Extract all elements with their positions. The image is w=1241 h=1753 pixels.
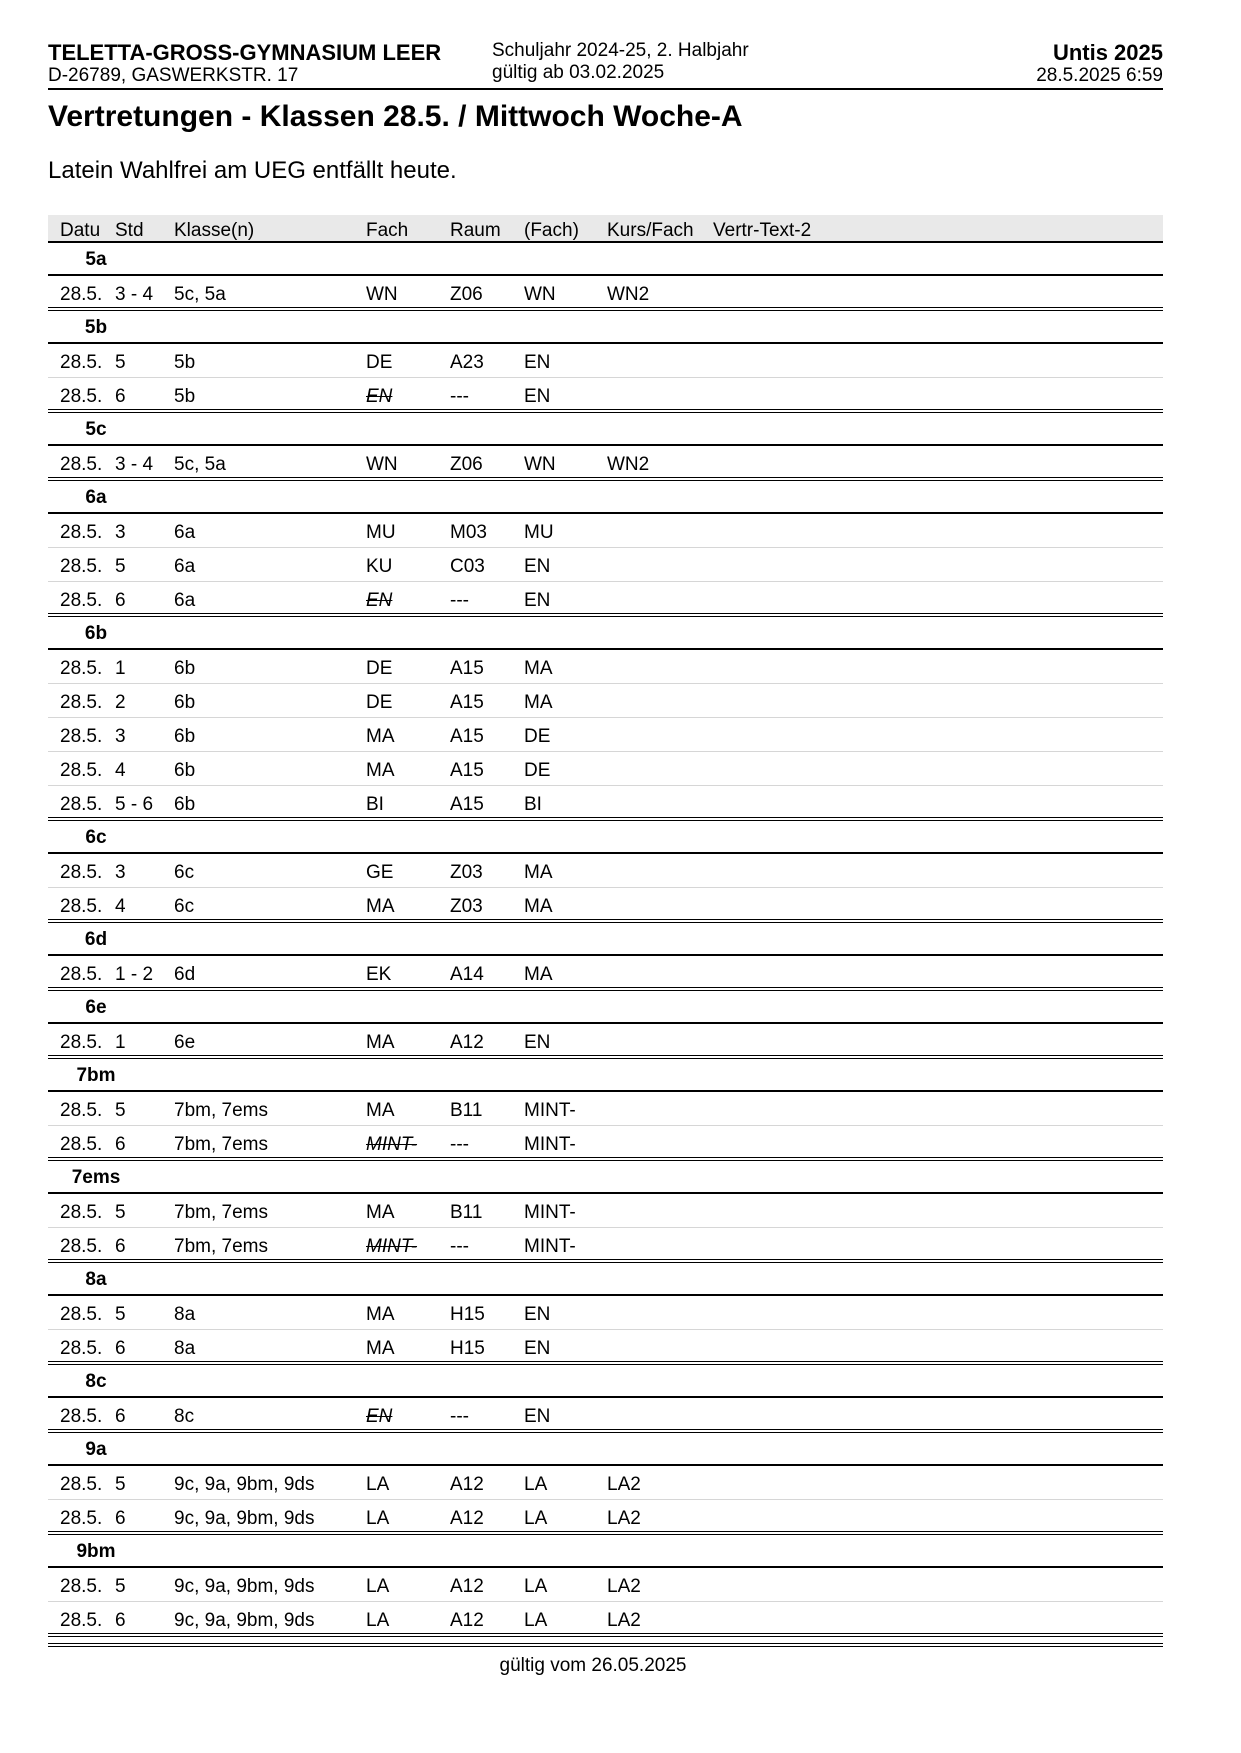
cell-klassen: 6c bbox=[174, 896, 195, 917]
table-row bbox=[48, 548, 1163, 582]
cell-fach: EN bbox=[366, 1406, 393, 1427]
school-year: Schuljahr 2024-25, 2. Halbjahr bbox=[492, 40, 749, 61]
cell-std: 6 bbox=[115, 386, 126, 407]
cell-kurs: LA2 bbox=[607, 1508, 641, 1529]
table-row bbox=[48, 1092, 1163, 1126]
cell-kurs: LA2 bbox=[607, 1610, 641, 1631]
cell-date: 28.5. bbox=[60, 454, 103, 475]
cell-std: 6 bbox=[115, 1236, 126, 1257]
class-group-header bbox=[48, 413, 1163, 446]
cell-date: 28.5. bbox=[60, 556, 103, 577]
cell-date: 28.5. bbox=[60, 862, 103, 883]
table-row bbox=[48, 1398, 1163, 1433]
table-row bbox=[48, 684, 1163, 718]
table-header bbox=[48, 215, 1163, 243]
valid-from: gültig ab 03.02.2025 bbox=[492, 61, 665, 83]
class-group-label: 9bm bbox=[76, 1541, 116, 1562]
cell-raum: --- bbox=[450, 386, 469, 407]
class-group-header bbox=[48, 821, 1163, 854]
cell-std: 5 bbox=[115, 1576, 126, 1597]
cell-date: 28.5. bbox=[60, 284, 103, 305]
col-vertr-text: Vertr-Text-2 bbox=[713, 220, 812, 241]
cell-date: 28.5. bbox=[60, 386, 103, 407]
class-group-label: 7bm bbox=[76, 1065, 116, 1086]
cell-std: 6 bbox=[115, 1508, 126, 1529]
table-row bbox=[48, 1126, 1163, 1161]
table-body bbox=[48, 243, 1163, 1637]
cell-klassen: 7bm, 7ems bbox=[174, 1236, 268, 1257]
class-group-label: 5b bbox=[84, 317, 108, 338]
cell-fach: BI bbox=[366, 794, 384, 815]
cell-date: 28.5. bbox=[60, 1610, 103, 1631]
cell-std: 3 - 4 bbox=[115, 284, 154, 305]
cell-orig-fach: MU bbox=[524, 522, 554, 543]
cell-klassen: 9c, 9a, 9bm, 9ds bbox=[174, 1474, 315, 1495]
cell-std: 5 bbox=[115, 1474, 126, 1495]
cell-std: 3 bbox=[115, 862, 126, 883]
cell-klassen: 6e bbox=[174, 1032, 196, 1053]
cell-kurs: LA2 bbox=[607, 1576, 641, 1597]
cell-raum: B11 bbox=[450, 1100, 483, 1121]
cell-raum: Z06 bbox=[450, 454, 483, 475]
col-datum: Datu bbox=[60, 220, 101, 241]
cell-std: 6 bbox=[115, 1610, 126, 1631]
cell-raum: A15 bbox=[450, 760, 484, 781]
software-block bbox=[1036, 40, 1163, 87]
cell-klassen: 6b bbox=[174, 760, 196, 781]
cell-date: 28.5. bbox=[60, 1236, 103, 1257]
cell-fach: EK bbox=[366, 964, 392, 985]
table-row bbox=[48, 1296, 1163, 1330]
cell-orig-fach: MINT- bbox=[524, 1236, 576, 1257]
table-row bbox=[48, 786, 1163, 821]
class-group-label: 6d bbox=[84, 929, 108, 950]
cell-fach: MA bbox=[366, 1202, 395, 1223]
cell-raum: A14 bbox=[450, 964, 484, 985]
cell-kurs: WN2 bbox=[607, 454, 650, 475]
cell-std: 1 bbox=[115, 658, 126, 679]
class-group-header bbox=[48, 481, 1163, 514]
table-row bbox=[48, 1466, 1163, 1500]
table-row bbox=[48, 956, 1163, 991]
cell-orig-fach: MINT- bbox=[524, 1100, 576, 1121]
cell-klassen: 5c, 5a bbox=[174, 454, 226, 475]
cell-date: 28.5. bbox=[60, 1304, 103, 1325]
cell-std: 5 - 6 bbox=[115, 794, 154, 815]
cell-std: 2 bbox=[115, 692, 126, 713]
cell-orig-fach: MA bbox=[524, 658, 553, 679]
cell-orig-fach: MINT- bbox=[524, 1134, 576, 1155]
cell-date: 28.5. bbox=[60, 590, 103, 611]
table-row bbox=[48, 582, 1163, 617]
cell-date: 28.5. bbox=[60, 1032, 103, 1053]
cell-fach: LA bbox=[366, 1576, 390, 1597]
cell-klassen: 6c bbox=[174, 862, 195, 883]
table-row bbox=[48, 276, 1163, 311]
cell-klassen: 7bm, 7ems bbox=[174, 1134, 268, 1155]
cell-orig-fach: LA bbox=[524, 1610, 548, 1631]
class-group-label: 6a bbox=[85, 487, 107, 508]
cell-raum: --- bbox=[450, 1406, 469, 1427]
substitution-table bbox=[48, 215, 1163, 1637]
cell-fach: LA bbox=[366, 1610, 390, 1631]
footer-validity: gültig vom 26.05.2025 bbox=[499, 1655, 687, 1676]
cell-raum: A15 bbox=[450, 692, 484, 713]
table-end-divider bbox=[48, 1643, 1163, 1647]
table-row bbox=[48, 514, 1163, 548]
cell-raum: A15 bbox=[450, 726, 484, 747]
cell-orig-fach: EN bbox=[524, 1338, 551, 1359]
cell-std: 5 bbox=[115, 1100, 126, 1121]
cell-fach: DE bbox=[366, 692, 393, 713]
school-name: TELETTA-GROSS-GYMNASIUM LEER bbox=[48, 40, 442, 65]
cell-orig-fach: MA bbox=[524, 896, 553, 917]
class-group-header bbox=[48, 243, 1163, 276]
class-group-label: 5c bbox=[85, 419, 107, 440]
table-row bbox=[48, 344, 1163, 378]
class-group-label: 5a bbox=[85, 249, 107, 270]
class-group-label: 8c bbox=[85, 1371, 107, 1392]
cell-orig-fach: BI bbox=[524, 794, 542, 815]
cell-std: 4 bbox=[115, 896, 126, 917]
cell-std: 5 bbox=[115, 556, 126, 577]
cell-date: 28.5. bbox=[60, 1100, 103, 1121]
software-name: Untis 2025 bbox=[1052, 40, 1163, 65]
cell-klassen: 7bm, 7ems bbox=[174, 1100, 268, 1121]
cell-std: 1 - 2 bbox=[115, 964, 154, 985]
cell-std: 5 bbox=[115, 1304, 126, 1325]
table-row bbox=[48, 1330, 1163, 1365]
print-timestamp: 28.5.2025 6:59 bbox=[1036, 65, 1163, 87]
header-divider bbox=[48, 88, 1163, 90]
cell-date: 28.5. bbox=[60, 794, 103, 815]
cell-klassen: 6b bbox=[174, 692, 196, 713]
cell-fach: MA bbox=[366, 896, 395, 917]
cell-std: 4 bbox=[115, 760, 126, 781]
cell-orig-fach: WN bbox=[524, 284, 556, 305]
school-block bbox=[48, 40, 441, 87]
table-row bbox=[48, 446, 1163, 481]
cell-orig-fach: WN bbox=[524, 454, 556, 475]
cell-klassen: 6d bbox=[174, 964, 196, 985]
cell-date: 28.5. bbox=[60, 352, 103, 373]
class-group-header bbox=[48, 1161, 1163, 1194]
cell-std: 6 bbox=[115, 1406, 126, 1427]
cell-raum: Z03 bbox=[450, 896, 483, 917]
class-group-label: 7ems bbox=[71, 1167, 121, 1188]
cell-date: 28.5. bbox=[60, 760, 103, 781]
cell-date: 28.5. bbox=[60, 1338, 103, 1359]
table-row bbox=[48, 650, 1163, 684]
cell-fach: MA bbox=[366, 760, 395, 781]
cell-std: 6 bbox=[115, 1134, 126, 1155]
cell-fach: MINT- bbox=[366, 1134, 418, 1155]
cell-raum: A15 bbox=[450, 794, 484, 815]
cell-std: 6 bbox=[115, 590, 126, 611]
col-klassen: Klasse(n) bbox=[174, 220, 255, 241]
cell-date: 28.5. bbox=[60, 1508, 103, 1529]
cell-raum: A12 bbox=[450, 1576, 484, 1597]
cell-orig-fach: LA bbox=[524, 1576, 548, 1597]
cell-fach: MU bbox=[366, 522, 396, 543]
cell-fach: MA bbox=[366, 1100, 395, 1121]
cell-klassen: 6a bbox=[174, 522, 196, 543]
cell-raum: --- bbox=[450, 1236, 469, 1257]
cell-fach: EN bbox=[366, 386, 393, 407]
cell-klassen: 5b bbox=[174, 352, 196, 373]
cell-klassen: 5c, 5a bbox=[174, 284, 226, 305]
cell-raum: H15 bbox=[450, 1338, 485, 1359]
table-row bbox=[48, 752, 1163, 786]
class-group-header bbox=[48, 617, 1163, 650]
cell-klassen: 5b bbox=[174, 386, 196, 407]
cell-orig-fach: MA bbox=[524, 862, 553, 883]
cell-orig-fach: EN bbox=[524, 556, 551, 577]
cell-fach: WN bbox=[366, 284, 398, 305]
cell-date: 28.5. bbox=[60, 1202, 103, 1223]
cell-klassen: 8a bbox=[174, 1304, 196, 1325]
class-group-header bbox=[48, 1263, 1163, 1296]
cell-std: 6 bbox=[115, 1338, 126, 1359]
cell-fach: WN bbox=[366, 454, 398, 475]
cell-date: 28.5. bbox=[60, 1474, 103, 1495]
cell-raum: C03 bbox=[450, 556, 485, 577]
cell-raum: A12 bbox=[450, 1032, 484, 1053]
class-group-label: 6b bbox=[84, 623, 108, 644]
table-row bbox=[48, 854, 1163, 888]
cell-klassen: 9c, 9a, 9bm, 9ds bbox=[174, 1508, 315, 1529]
cell-orig-fach: EN bbox=[524, 386, 551, 407]
table-row bbox=[48, 1228, 1163, 1263]
cell-fach: KU bbox=[366, 556, 393, 577]
class-group-label: 6c bbox=[85, 827, 107, 848]
cell-klassen: 9c, 9a, 9bm, 9ds bbox=[174, 1576, 315, 1597]
class-group-header bbox=[48, 1365, 1163, 1398]
cell-std: 3 bbox=[115, 726, 126, 747]
cell-fach: EN bbox=[366, 590, 393, 611]
cell-date: 28.5. bbox=[60, 1406, 103, 1427]
cell-klassen: 6a bbox=[174, 556, 196, 577]
table-row bbox=[48, 1194, 1163, 1228]
class-group-header bbox=[48, 1535, 1163, 1568]
cell-klassen: 8a bbox=[174, 1338, 196, 1359]
cell-raum: Z06 bbox=[450, 284, 483, 305]
cell-date: 28.5. bbox=[60, 692, 103, 713]
cell-date: 28.5. bbox=[60, 964, 103, 985]
cell-klassen: 7bm, 7ems bbox=[174, 1202, 268, 1223]
table-row bbox=[48, 718, 1163, 752]
school-address: D-26789, GASWERKSTR. 17 bbox=[48, 65, 299, 87]
cell-klassen: 6b bbox=[174, 658, 196, 679]
cell-klassen: 9c, 9a, 9bm, 9ds bbox=[174, 1610, 315, 1631]
class-group-header bbox=[48, 1059, 1163, 1092]
table-row bbox=[48, 888, 1163, 923]
cell-date: 28.5. bbox=[60, 1576, 103, 1597]
cell-fach: MA bbox=[366, 1032, 395, 1053]
cell-klassen: 6a bbox=[174, 590, 196, 611]
cell-orig-fach: LA bbox=[524, 1508, 548, 1529]
cell-orig-fach: EN bbox=[524, 590, 551, 611]
cell-std: 1 bbox=[115, 1032, 126, 1053]
table-row bbox=[48, 378, 1163, 413]
notice-text: Latein Wahlfrei am UEG entfällt heute. bbox=[48, 157, 457, 184]
term-block bbox=[492, 40, 749, 84]
cell-raum: Z03 bbox=[450, 862, 483, 883]
cell-fach: MA bbox=[366, 1304, 395, 1325]
cell-klassen: 8c bbox=[174, 1406, 195, 1427]
class-group-header bbox=[48, 923, 1163, 956]
cell-orig-fach: MA bbox=[524, 692, 553, 713]
cell-fach: DE bbox=[366, 352, 393, 373]
cell-date: 28.5. bbox=[60, 522, 103, 543]
cell-kurs: WN2 bbox=[607, 284, 650, 305]
cell-std: 5 bbox=[115, 1202, 126, 1223]
cell-orig-fach: EN bbox=[524, 352, 551, 373]
table-row bbox=[48, 1024, 1163, 1059]
cell-raum: A23 bbox=[450, 352, 484, 373]
table-row bbox=[48, 1500, 1163, 1535]
cell-date: 28.5. bbox=[60, 658, 103, 679]
class-group-header bbox=[48, 1433, 1163, 1466]
cell-raum: A12 bbox=[450, 1474, 484, 1495]
cell-raum: B11 bbox=[450, 1202, 483, 1223]
cell-std: 5 bbox=[115, 352, 126, 373]
cell-std: 3 bbox=[115, 522, 126, 543]
cell-raum: --- bbox=[450, 1134, 469, 1155]
cell-raum: --- bbox=[450, 590, 469, 611]
table-row bbox=[48, 1568, 1163, 1602]
cell-fach: GE bbox=[366, 862, 394, 883]
cell-fach: MA bbox=[366, 1338, 395, 1359]
cell-fach: LA bbox=[366, 1508, 390, 1529]
cell-orig-fach: MINT- bbox=[524, 1202, 576, 1223]
cell-orig-fach: DE bbox=[524, 760, 551, 781]
cell-raum: M03 bbox=[450, 522, 487, 543]
cell-kurs: LA2 bbox=[607, 1474, 641, 1495]
cell-klassen: 6b bbox=[174, 794, 196, 815]
table-row bbox=[48, 1602, 1163, 1637]
class-group-header bbox=[48, 991, 1163, 1024]
cell-klassen: 6b bbox=[174, 726, 196, 747]
col-kurs: Kurs/Fach bbox=[607, 220, 694, 241]
col-fach: Fach bbox=[366, 220, 409, 241]
cell-orig-fach: EN bbox=[524, 1304, 551, 1325]
col-orig-fach: (Fach) bbox=[524, 220, 579, 241]
col-raum: Raum bbox=[450, 220, 501, 241]
cell-fach: MA bbox=[366, 726, 395, 747]
cell-orig-fach: LA bbox=[524, 1474, 548, 1495]
cell-raum: H15 bbox=[450, 1304, 485, 1325]
cell-raum: A15 bbox=[450, 658, 484, 679]
cell-date: 28.5. bbox=[60, 1134, 103, 1155]
cell-fach: DE bbox=[366, 658, 393, 679]
class-group-label: 8a bbox=[85, 1269, 107, 1290]
class-group-header bbox=[48, 311, 1163, 344]
cell-raum: A12 bbox=[450, 1610, 484, 1631]
cell-date: 28.5. bbox=[60, 726, 103, 747]
cell-fach: MINT- bbox=[366, 1236, 418, 1257]
cell-orig-fach: DE bbox=[524, 726, 551, 747]
cell-orig-fach: MA bbox=[524, 964, 553, 985]
cell-date: 28.5. bbox=[60, 896, 103, 917]
page-title: Vertretungen - Klassen 28.5. / Mittwoch Woche-A bbox=[48, 100, 743, 133]
col-std: Std bbox=[115, 220, 144, 241]
class-group-label: 6e bbox=[85, 997, 107, 1018]
cell-raum: A12 bbox=[450, 1508, 484, 1529]
class-group-label: 9a bbox=[85, 1439, 107, 1460]
cell-orig-fach: EN bbox=[524, 1032, 551, 1053]
cell-orig-fach: EN bbox=[524, 1406, 551, 1427]
cell-std: 3 - 4 bbox=[115, 454, 154, 475]
cell-fach: LA bbox=[366, 1474, 390, 1495]
